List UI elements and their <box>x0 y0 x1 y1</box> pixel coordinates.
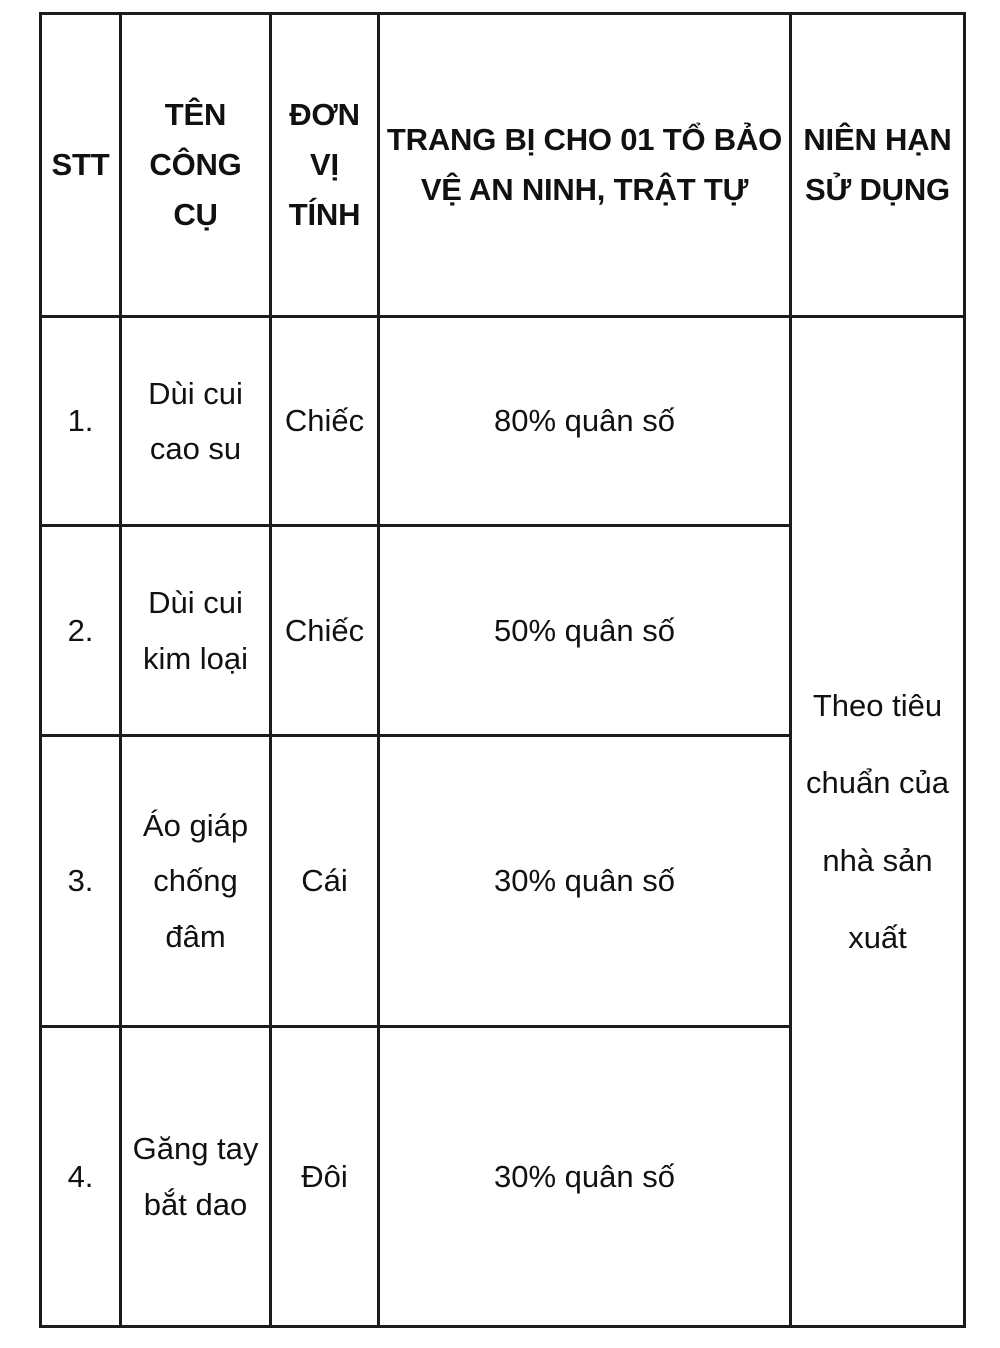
cell-trang-bi: 30% quân số <box>379 1027 791 1327</box>
cell-ten-cong-cu: Áo giáp chống đâm <box>121 736 271 1027</box>
cell-don-vi-tinh: Chiếc <box>271 317 379 526</box>
cell-trang-bi: 50% quân số <box>379 526 791 736</box>
column-header-trang-bi: TRANG BỊ CHO 01 TỔ BẢO VỆ AN NINH, TRẬT TỰ <box>379 14 791 317</box>
table-header-row <box>41 14 965 317</box>
column-header-nien-han-su-dung: NIÊN HẠN SỬ DỤNG <box>791 14 965 317</box>
equipment-allocation-table <box>39 12 966 1328</box>
table-row <box>41 317 965 526</box>
table-body <box>41 317 965 1327</box>
cell-don-vi-tinh: Chiếc <box>271 526 379 736</box>
cell-don-vi-tinh: Cái <box>271 736 379 1027</box>
cell-stt: 3. <box>41 736 121 1027</box>
cell-trang-bi: 80% quân số <box>379 317 791 526</box>
cell-nien-han-su-dung-merged: Theo tiêu chuẩn của nhà sản xuất <box>791 317 965 1327</box>
table-header <box>41 14 965 317</box>
cell-stt: 1. <box>41 317 121 526</box>
cell-stt: 4. <box>41 1027 121 1327</box>
cell-ten-cong-cu: Găng tay bắt dao <box>121 1027 271 1327</box>
cell-stt: 2. <box>41 526 121 736</box>
column-header-don-vi-tinh: ĐƠN VỊ TÍNH <box>271 14 379 317</box>
cell-ten-cong-cu: Dùi cui cao su <box>121 317 271 526</box>
column-header-stt: STT <box>41 14 121 317</box>
column-header-ten-cong-cu: TÊN CÔNG CỤ <box>121 14 271 317</box>
cell-don-vi-tinh: Đôi <box>271 1027 379 1327</box>
cell-trang-bi: 30% quân số <box>379 736 791 1027</box>
cell-ten-cong-cu: Dùi cui kim loại <box>121 526 271 736</box>
